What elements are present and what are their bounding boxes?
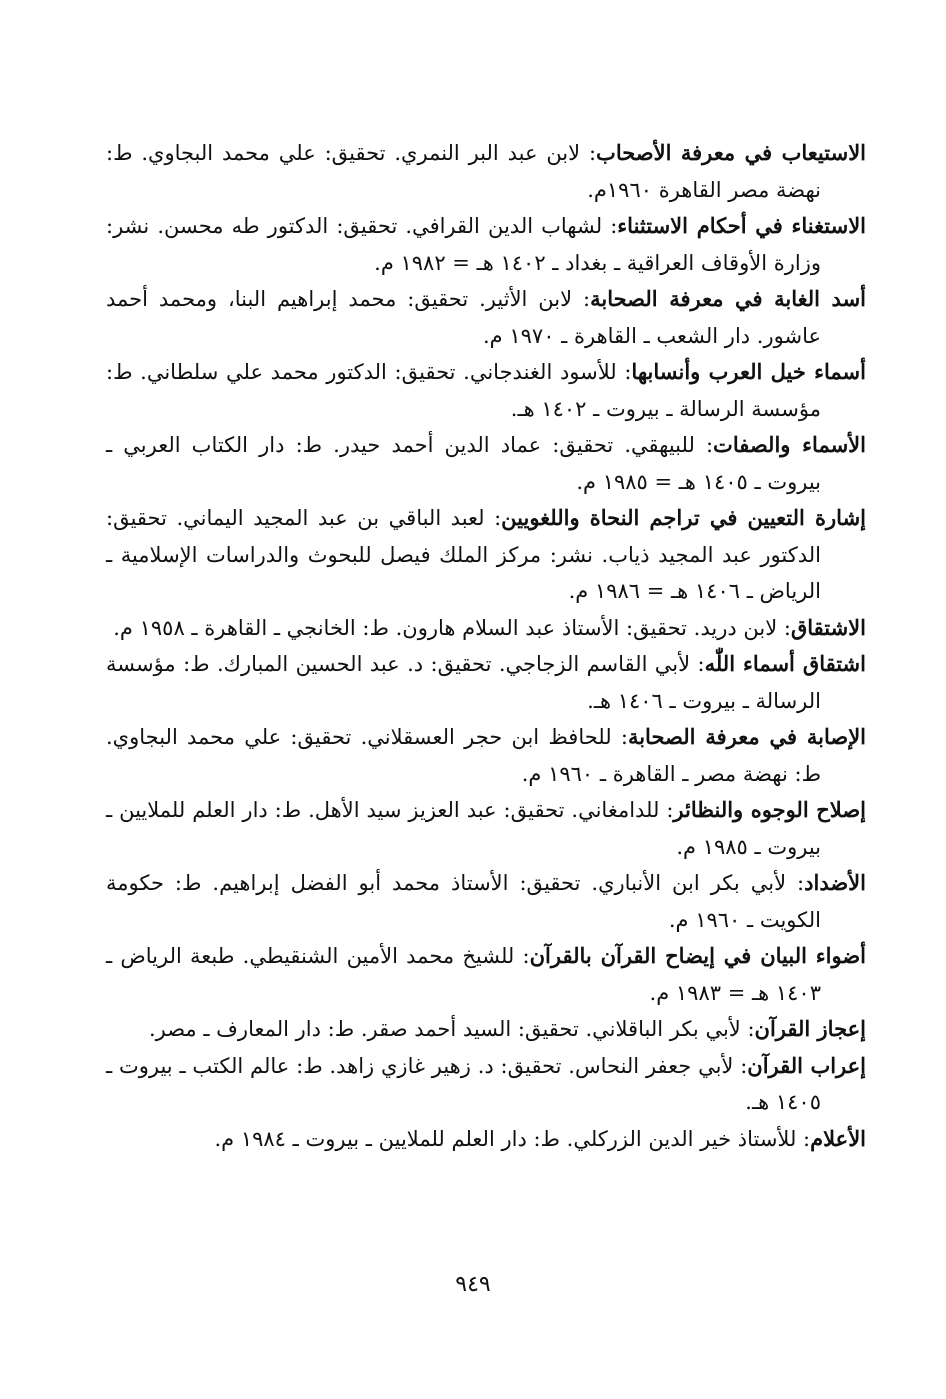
entry-text: : لعبد الباقي بن عبد المجيد اليماني. تحقيق: الدكتور عبد المجيد ذياب. نشر: مركز الملك فيصل للبحوث والدراسات الإسلامية ـ الرياض ـ ١٤٠٦ هـ = ١٩٨٦ م.: [106, 506, 821, 603]
bibliography-entry-addad: [106, 865, 866, 938]
entry-title: إشارة التعيين في تراجم النحاة واللغويين: [501, 505, 866, 530]
bibliography-entry-istiab: [106, 135, 866, 208]
entry-text: : لشهاب الدين القرافي. تحقيق: الدكتور طه محسن. نشر: وزارة الأوقاف العراقية ـ بغداد ـ ١٤٠٢ هـ = ١٩٨٢ م.: [106, 214, 821, 275]
bibliography-entry-ijaz: [106, 1011, 866, 1048]
entry-text: : للحافظ ابن حجر العسقلاني. تحقيق: علي محمد البجاوي. ط: نهضة مصر ـ القاهرة ـ ١٩٦٠ م.: [106, 725, 821, 786]
entry-title: الاستغناء في أحكام الاستثناء: [617, 213, 867, 238]
bibliography-entry-ishtiqaq: [106, 610, 866, 647]
entry-title: الإصابة في معرفة الصحابة: [627, 724, 867, 749]
bibliography-entry-adwa: [106, 938, 866, 1011]
entry-title: إصلاح الوجوه والنظائر: [673, 797, 866, 822]
entry-title: اشتقاق أسماء اللّٰه: [704, 651, 866, 676]
entry-title: أضواء البيان في إيضاح القرآن بالقرآن: [529, 943, 866, 968]
entry-title: أسماء خيل العرب وأنسابها: [631, 359, 866, 384]
entry-text: : لابن الأثير. تحقيق: محمد إبراهيم البنا، ومحمد أحمد عاشور. دار الشعب ـ القاهرة ـ ١٩٧٠ م.: [106, 287, 821, 348]
entry-text: : للدامغاني. تحقيق: عبد العزيز سيد الأهل. ط: دار العلم للملايين ـ بيروت ـ ١٩٨٥ م.: [106, 798, 821, 859]
bibliography-entry-istighna: [106, 208, 866, 281]
page-number: ٩٤٩: [455, 1272, 491, 1297]
entry-title: الاشتقاق: [790, 614, 866, 640]
entry-title: الاستيعاب في معرفة الأصحاب: [596, 140, 867, 165]
bibliography-entry-irab: [106, 1048, 866, 1121]
entry-title: الأعلام: [810, 1125, 866, 1151]
entry-title: إعجاز القرآن: [754, 1016, 866, 1041]
bibliography-entry-asma-sifat: [106, 427, 866, 500]
bibliography-entry-usd-al-ghaba: [106, 281, 866, 354]
entry-text: : للأستاذ خير الدين الزركلي. ط: دار العلم للملايين ـ بيروت ـ ١٩٨٤ م.: [214, 1126, 811, 1151]
bibliography-page: [106, 135, 866, 1157]
entry-text: : لأبي بكر الباقلاني. تحقيق: السيد أحمد صقر. ط: دار المعارف ـ مصر.: [148, 1017, 755, 1041]
bibliography-entry-islah: [106, 792, 866, 865]
entry-text: : لابن دريد. تحقيق: الأستاذ عبد السلام هارون. ط: الخانجي ـ القاهرة ـ ١٩٥٨ م.: [113, 615, 791, 640]
bibliography-entry-asma-khayl: [106, 354, 866, 427]
entry-title: الأضداد: [804, 870, 866, 895]
entry-text: : للأسود الغندجاني. تحقيق: الدكتور محمد علي سلطاني. ط: مؤسسة الرسالة ـ بيروت ـ ١٤٠٢ هـ.: [106, 360, 821, 421]
entry-text: : للشيخ محمد الأمين الشنقيطي. طبعة الرياض ـ ١٤٠٣ هـ = ١٩٨٣ م.: [106, 944, 821, 1005]
entry-text: : لأبي القاسم الزجاجي. تحقيق: د. عبد الحسين المبارك. ط: مؤسسة الرسالة ـ بيروت ـ ١٤٠٦ هـ.: [106, 652, 821, 713]
entry-text: : للبيهقي. تحقيق: عماد الدين أحمد حيدر. ط: دار الكتاب العربي ـ بيروت ـ ١٤٠٥ هـ = ١٩٨٥ م.: [106, 433, 821, 494]
entry-text: : لابن عبد البر النمري. تحقيق: علي محمد البجاوي. ط: نهضة مصر القاهرة ١٩٦٠م.: [106, 141, 821, 202]
entry-title: الأسماء والصفات: [713, 432, 866, 457]
entry-text: : لأبي جعفر النحاس. تحقيق: د. زهير غازي زاهد. ط: عالم الكتب ـ بيروت ـ ١٤٠٥ هـ.: [106, 1053, 821, 1114]
bibliography-entry-ishara: [106, 500, 866, 610]
bibliography-entry-alam: [106, 1121, 866, 1158]
entry-title: أسد الغابة في معرفة الصحابة: [590, 286, 866, 311]
entry-title: إعراب القرآن: [747, 1052, 866, 1078]
entry-text: : لأبي بكر ابن الأنباري. تحقيق: الأستاذ محمد أبو الفضل إبراهيم. ط: حكومة الكويت ـ ١٩٦٠ م.: [106, 871, 821, 932]
bibliography-entry-ishtiqaq-asma: [106, 646, 866, 719]
bibliography-entry-isaba: [106, 719, 866, 792]
